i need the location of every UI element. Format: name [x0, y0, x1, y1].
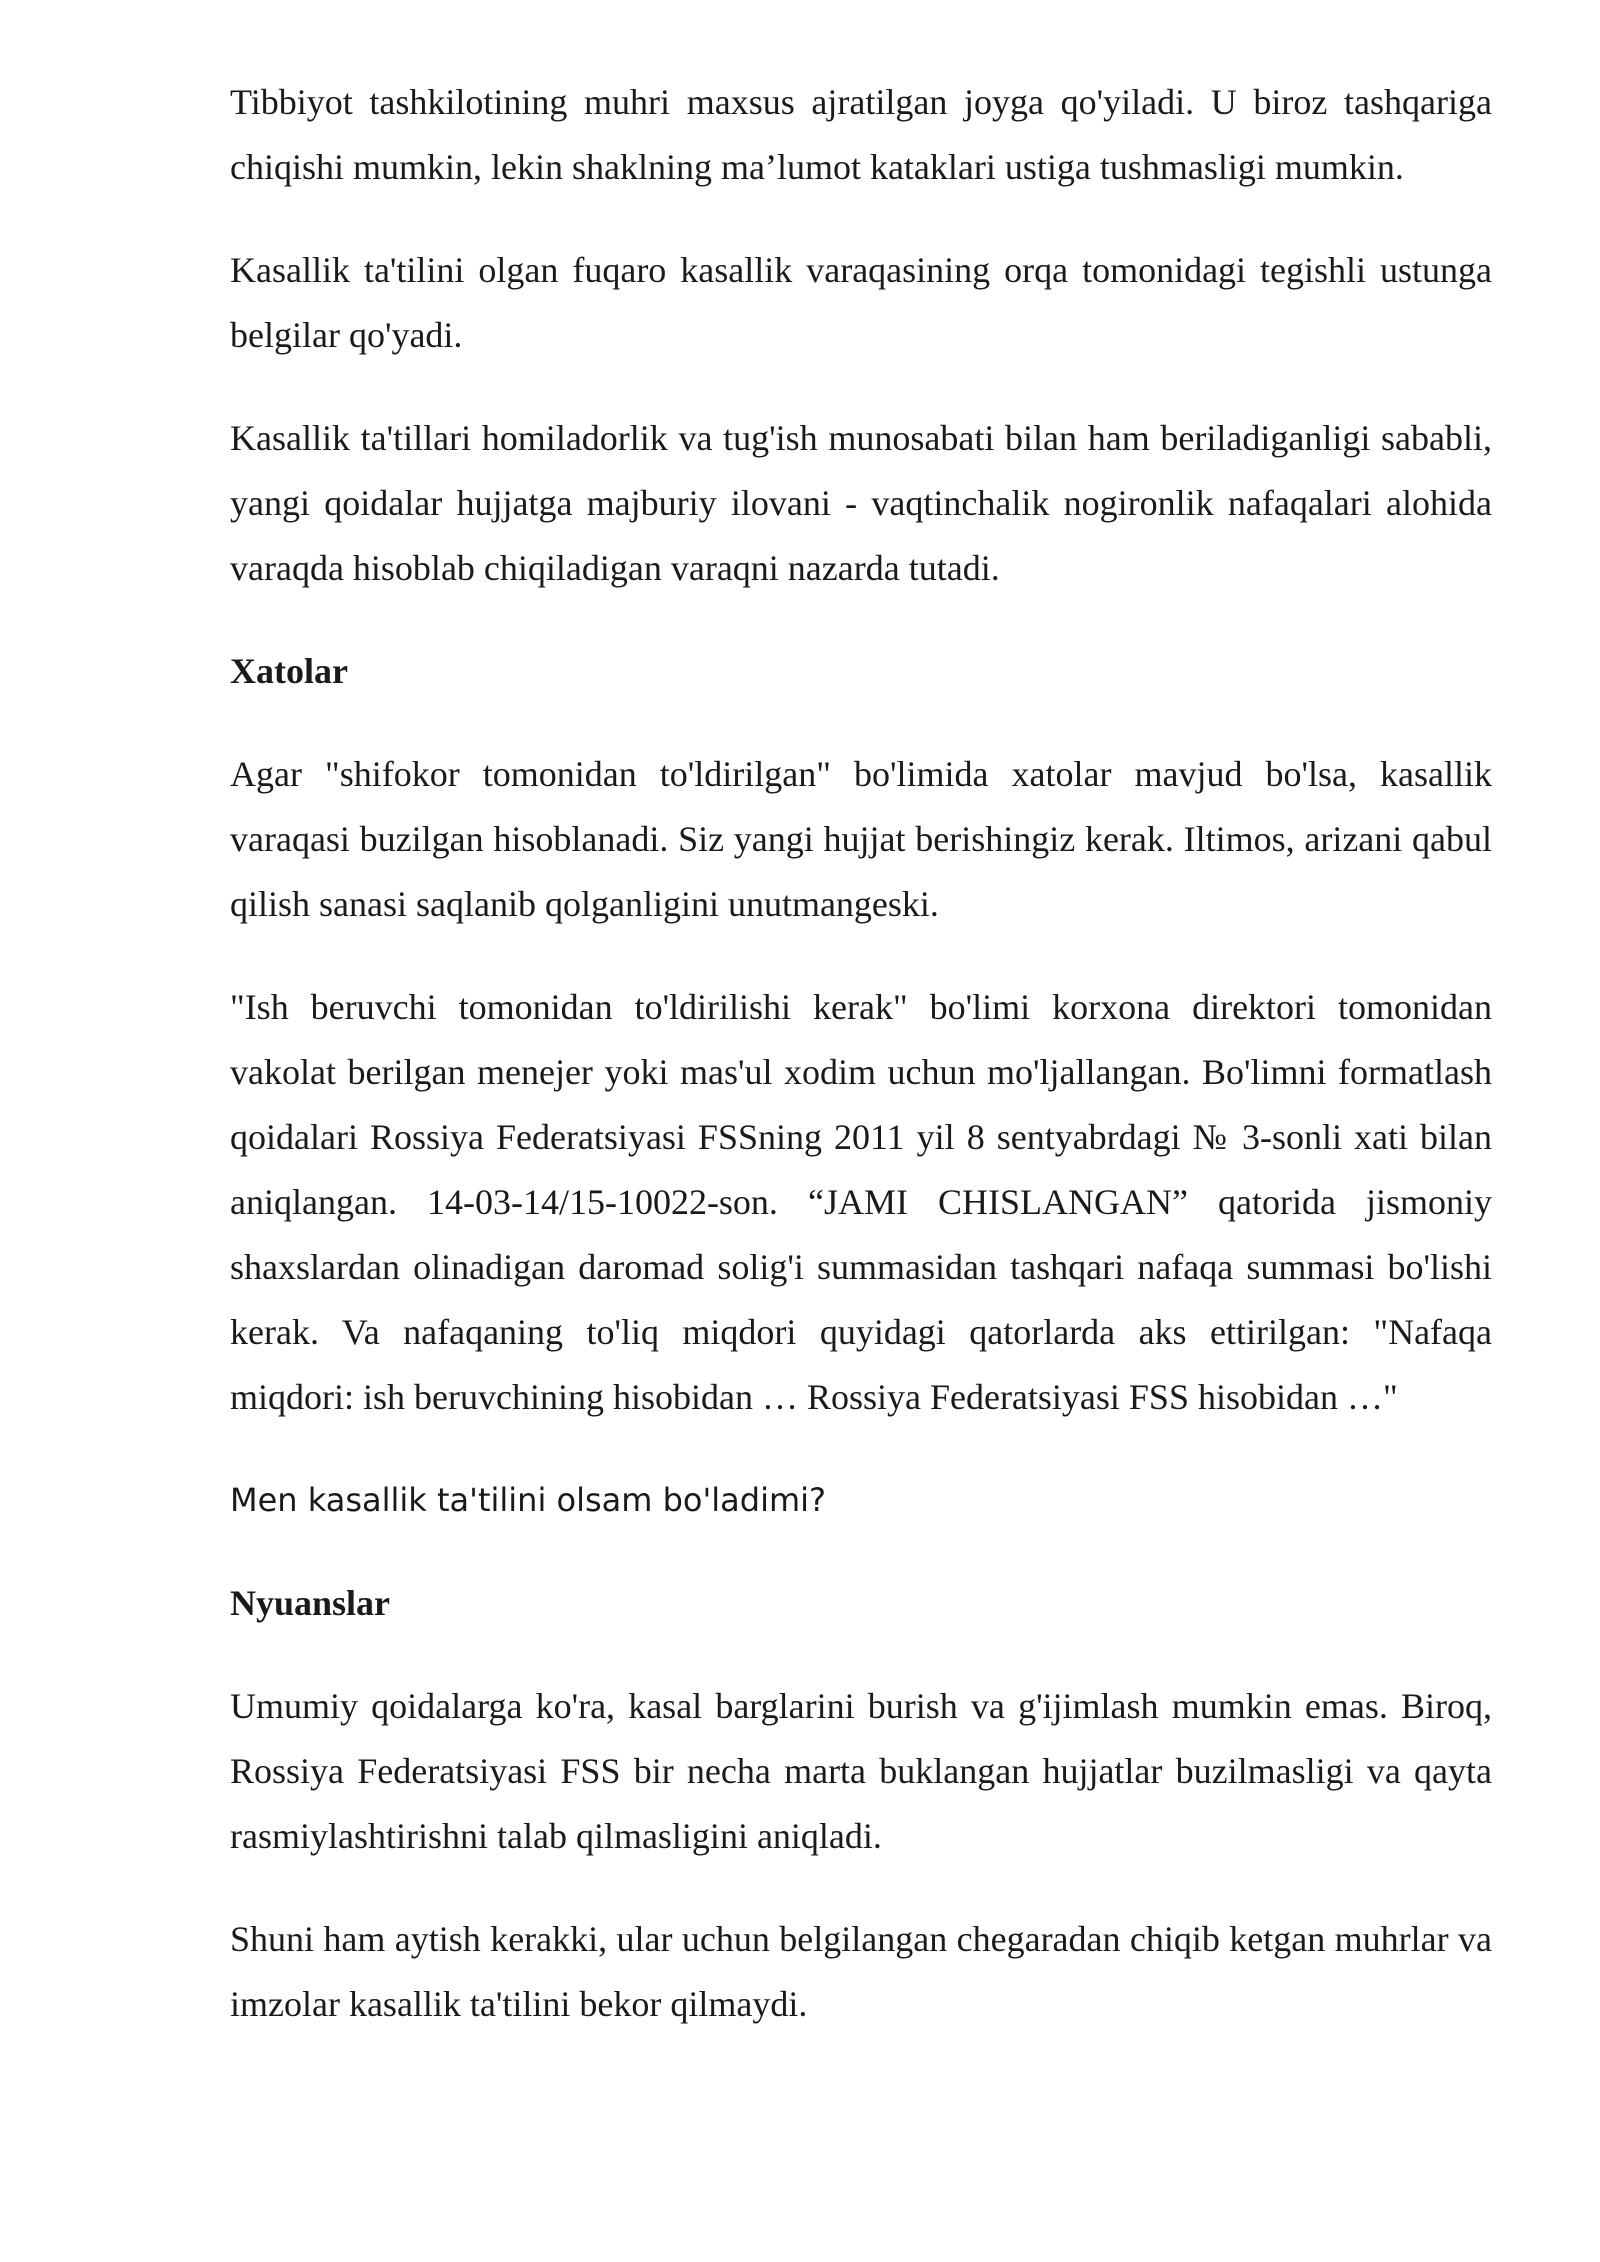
paragraph-folding-rules: Umumiy qoidalarga ko'ra, kasal barglarini burish va g'ijimlash mumkin emas. Biroq, Rossiya Federatsiyasi FSS bir necha marta buklangan hujjatlar buzilmasligi va qayta rasmiylashtirishni talab qilmasligini aniqladi.: [230, 1686, 1492, 1856]
paragraph-citizen-marks: Kasallik ta'tilini olgan fuqaro kasallik varaqasining orqa tomonidagi tegishli ustunga belgilar qo'yadi.: [230, 250, 1492, 355]
question-line: Men kasallik ta'tilini olsam bo'ladimi?: [230, 1481, 827, 1519]
section-heading-errors: Xatolar: [230, 651, 348, 691]
document-page: [230, 70, 1492, 2075]
section-heading-nuances: Nyuanslar: [230, 1583, 391, 1623]
paragraph-doctor-errors: Agar "shifokor tomonidan to'ldirilgan" bo'limida xatolar mavjud bo'lsa, kasallik varaqasi buzilgan hisoblanadi. Siz yangi hujjat berishingiz kerak. Iltimos, arizani qabul qilish sanasi saqlanib qolganligini unutmangeski.: [230, 754, 1492, 924]
paragraph-seals-signatures: Shuni ham aytish kerakki, ular uchun belgilangan chegaradan chiqib ketgan muhrlar va imzolar kasallik ta'tilini bekor qilmaydi.: [230, 1919, 1492, 2024]
paragraph-employer-section: "Ish beruvchi tomonidan to'ldirilishi kerak" bo'limi korxona direktori tomonidan vakolat berilgan menejer yoki mas'ul xodim uchun mo'ljallangan. Bo'limni formatlash qoidalari Rossiya Federatsiyasi FSSning 2011 yil 8 sentyabrdagi № 3-sonli xati bilan aniqlangan. 14-03-14/15-10022-son. “JAMI CHISLANGAN” qatorida jismoniy shaxslardan olinadigan daromad solig'i summasidan tashqari nafaqa summasi bo'lishi kerak. Va nafaqaning to'liq miqdori quyidagi qatorlarda aks ettirilgan: "Nafaqa miqdori: ish beruvchining hisobidan … Rossiya Federatsiyasi FSS hisobidan …": [230, 987, 1492, 1417]
paragraph-maternity-attachment: Kasallik ta'tillari homiladorlik va tug'ish munosabati bilan ham beriladiganligi sababli, yangi qoidalar hujjatga majburiy ilovani - vaqtinchalik nogironlik nafaqalari alohida varaqda hisoblab chiqiladigan varaqni nazarda tutadi.: [230, 418, 1492, 588]
paragraph-medical-seal: Tibbiyot tashkilotining muhri maxsus ajratilgan joyga qo'yiladi. U biroz tashqariga chiqishi mumkin, lekin shaklning ma’lumot kataklari ustiga tushmasligi mumkin.: [230, 82, 1492, 187]
